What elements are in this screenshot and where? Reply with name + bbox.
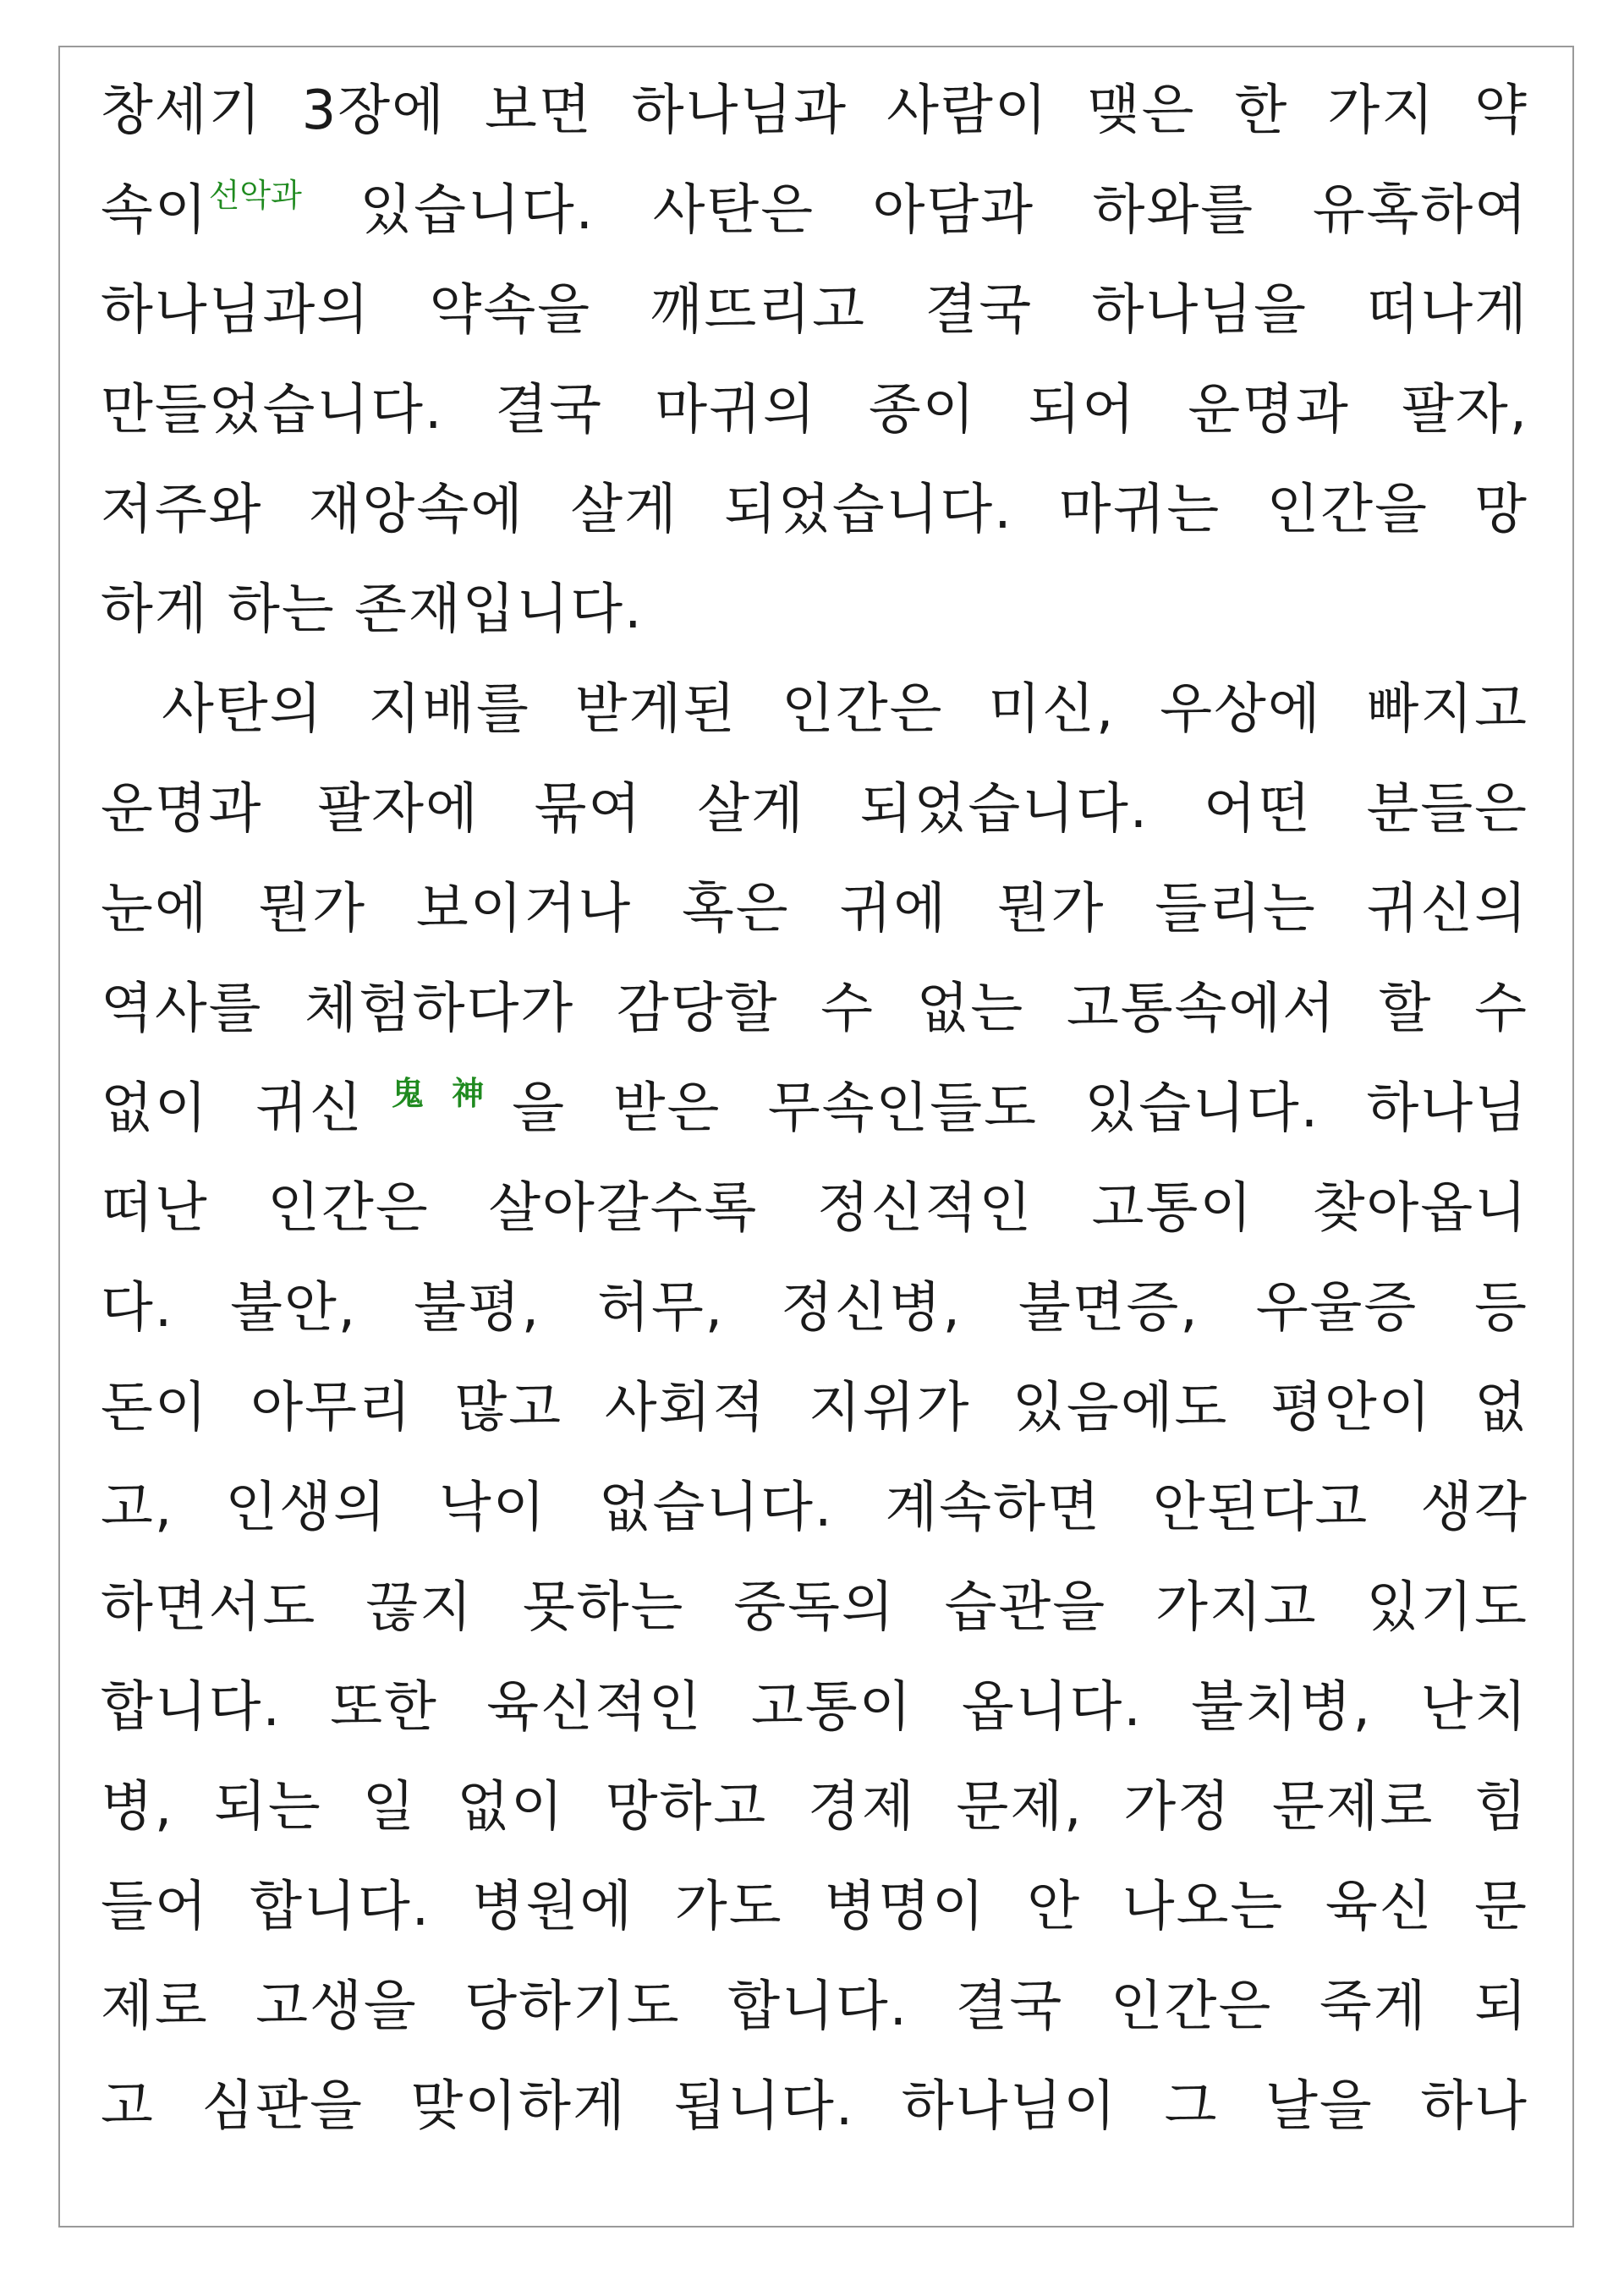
paragraph-2-line-5 [101,1059,1528,1159]
document-body [101,61,1528,2156]
paragraph-2-line-13: 들어 합니다. 병원에 가도 병명이 안 나오는 육신 문 [101,1876,1528,1938]
paragraph-1-line-4: 만들었습니다. 결국 마귀의 종이 되어 운명과 팔자, [101,379,1528,441]
paragraph-2-line-8: 돈이 아무리 많고 사회적 지위가 있음에도 평안이 없 [101,1377,1528,1439]
paragraph-1-line-3: 하나님과의 약속을 깨뜨리고 결국 하나님을 떠나게 [101,279,1528,342]
paragraph-2-line-9: 고, 인생의 낙이 없습니다. 계속하면 안된다고 생각 [101,1477,1528,1539]
line-text: 있습니다. 사탄은 아담과 하와를 유혹하여 [301,179,1528,242]
superscript-annotation: 鬼神 [363,1075,513,1112]
paragraph-2-line-4: 역사를 체험하다가 감당할 수 없는 고통속에서 할 수 [101,978,1528,1040]
line-text: 을 받은 무속인들도 있습니다. 하나님 [512,1077,1529,1140]
paragraph-1-line-1: 창세기 3장에 보면 하나님과 사람이 맺은 한 가지 약 [101,79,1528,142]
paragraph-1-line-2 [101,161,1528,260]
paragraph-2-line-7: 다. 불안, 불평, 허무, 정신병, 불면증, 우울증 등 [101,1277,1528,1340]
paragraph-2-line-14: 제로 고생을 당하기도 합니다. 결국 인간은 죽게 되 [101,1975,1528,2038]
paragraph-2-line-3: 눈에 뭔가 보이거나 혹은 귀에 뭔가 들리는 귀신의 [101,878,1528,940]
paragraph-2-line-6: 떠난 인간은 살아갈수록 정신적인 고통이 찾아옵니 [101,1177,1528,1240]
paragraph-2-line-11: 합니다. 또한 육신적인 고통이 옵니다. 불치병, 난치 [101,1676,1528,1739]
paragraph-2-line-2: 운명과 팔자에 묶여 살게 되었습니다. 어떤 분들은 [101,778,1528,841]
line-text: 없이 귀신 [101,1077,364,1140]
paragraph-2-line-1: 사탄의 지배를 받게된 인간은 미신, 우상에 빠지고 [162,678,1528,741]
superscript-annotation: 선악과 [208,177,302,214]
paragraph-2-line-15: 고 심판을 맞이하게 됩니다. 하나님이 그 날을 하나 [101,2075,1528,2138]
paragraph-2-line-10: 하면서도 끊지 못하는 중독의 습관을 가지고 있기도 [101,1576,1528,1639]
paragraph-2-line-12: 병, 되는 일 없이 망하고 경제 문제, 가정 문제로 힘 [101,1776,1528,1838]
paragraph-1-line-5: 저주와 재앙속에 살게 되었습니다. 마귀는 인간을 망 [101,479,1528,541]
line-text: 속이 [101,179,209,242]
paragraph-1-line-6: 하게 하는 존재입니다. [101,578,644,641]
